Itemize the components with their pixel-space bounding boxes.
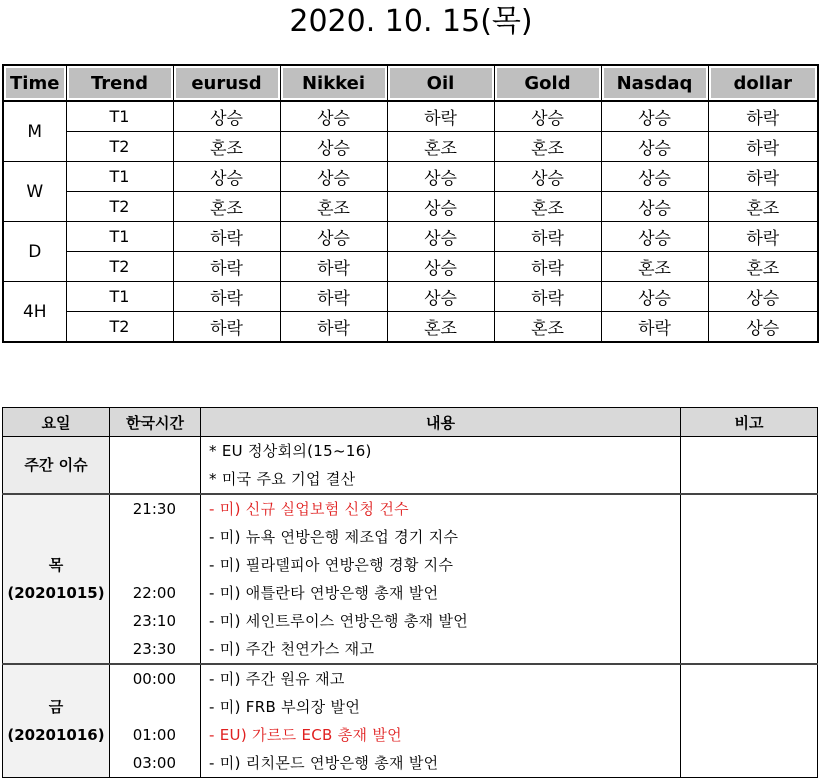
day-cell: [3, 664, 110, 778]
event-item: * 미국 주요 기업 결산: [209, 470, 356, 488]
event-item: - 미) 뉴욕 연방은행 제조업 경기 지수: [209, 528, 459, 546]
value-cell: 상승: [601, 132, 708, 162]
trend-cell: T2: [66, 192, 173, 222]
value-cell: 하락: [708, 132, 818, 162]
table-row: [3, 132, 818, 162]
value-cell: 혼조: [280, 192, 387, 222]
header-dollar: dollar: [708, 65, 818, 101]
header-trend: Trend: [66, 65, 173, 101]
time-value: [110, 465, 200, 493]
header-content: 내용: [201, 408, 681, 437]
timeframe-cell: 4H: [3, 282, 66, 343]
value-cell: 혼조: [387, 132, 494, 162]
header-oil: Oil: [387, 65, 494, 101]
content-cell: [201, 664, 681, 778]
day-cell: [3, 437, 110, 495]
value-cell: 상승: [601, 282, 708, 312]
table-row: [3, 222, 818, 252]
time-cell: [110, 494, 201, 664]
schedule-header-row: [3, 408, 818, 437]
day-cell: [3, 494, 110, 664]
value-cell: 상승: [601, 162, 708, 192]
time-value: 22:00: [132, 584, 176, 602]
value-cell: 하락: [173, 222, 280, 252]
event-item-highlighted: - EU) 가르드 ECB 총재 발언: [209, 726, 402, 744]
value-cell: 하락: [708, 222, 818, 252]
value-cell: 혼조: [708, 252, 818, 282]
value-cell: 상승: [494, 101, 601, 132]
trend-cell: T2: [66, 132, 173, 162]
table-row: [3, 101, 818, 132]
event-item: - 미) 세인트루이스 연방은행 총재 발언: [209, 612, 469, 630]
value-cell: 상승: [601, 222, 708, 252]
value-cell: 혼조: [494, 192, 601, 222]
value-cell: 혼조: [494, 132, 601, 162]
value-cell: 하락: [280, 282, 387, 312]
value-cell: 상승: [387, 192, 494, 222]
value-cell: 혼조: [173, 192, 280, 222]
day-label: 목: [48, 556, 64, 574]
table-row: [3, 252, 818, 282]
trend-cell: T1: [66, 101, 173, 132]
value-cell: 상승: [280, 132, 387, 162]
timeframe-cell: W: [3, 162, 66, 222]
value-cell: 상승: [280, 101, 387, 132]
day-date: (20201016): [7, 726, 105, 744]
table-row: [3, 312, 818, 343]
header-gold: Gold: [494, 65, 601, 101]
value-cell: 상승: [708, 312, 818, 343]
trend-cell: T1: [66, 222, 173, 252]
note-cell: [681, 664, 818, 778]
day-label: 주간 이슈: [24, 456, 88, 474]
time-value: 23:10: [132, 612, 176, 630]
value-cell: 하락: [494, 222, 601, 252]
value-cell: 상승: [173, 101, 280, 132]
header-nikkei: Nikkei: [280, 65, 387, 101]
header-korea-time: 한국시간: [110, 408, 201, 437]
time-value: 21:30: [132, 500, 176, 518]
trend-header-row: [3, 65, 818, 101]
header-time: Time: [3, 65, 66, 101]
time-value: [110, 551, 200, 579]
event-item: - 미) 필라델피아 연방은행 경황 지수: [209, 556, 454, 574]
value-cell: 상승: [280, 222, 387, 252]
content-cell: [201, 437, 681, 495]
value-cell: 하락: [173, 282, 280, 312]
time-value: 23:30: [132, 640, 176, 658]
content-cell: [201, 494, 681, 664]
event-item: - 미) 리치몬드 연방은행 총재 발언: [209, 754, 439, 772]
value-cell: 하락: [601, 312, 708, 343]
time-value: 03:00: [132, 754, 176, 772]
table-row: [3, 192, 818, 222]
trend-table: [2, 64, 819, 343]
day-date: (20201015): [7, 584, 105, 602]
page-title: 2020. 10. 15(목): [289, 4, 533, 39]
value-cell: 상승: [387, 222, 494, 252]
value-cell: 하락: [494, 252, 601, 282]
note-cell: [681, 494, 818, 664]
time-value: 01:00: [132, 726, 176, 744]
event-item: - 미) FRB 부의장 발언: [209, 698, 361, 716]
table-row: [3, 162, 818, 192]
value-cell: 상승: [387, 282, 494, 312]
time-value: [110, 437, 200, 465]
value-cell: 상승: [387, 162, 494, 192]
value-cell: 하락: [708, 101, 818, 132]
time-value: [110, 693, 200, 721]
time-value: 00:00: [132, 670, 176, 688]
time-cell: [110, 664, 201, 778]
header-nasdaq: Nasdaq: [601, 65, 708, 101]
value-cell: 혼조: [173, 132, 280, 162]
value-cell: 상승: [494, 162, 601, 192]
timeframe-cell: M: [3, 101, 66, 162]
schedule-section: [3, 437, 818, 495]
value-cell: 하락: [280, 312, 387, 343]
day-label: 금: [48, 698, 64, 716]
value-cell: 상승: [387, 252, 494, 282]
value-cell: 하락: [494, 282, 601, 312]
value-cell: 상승: [708, 282, 818, 312]
value-cell: 상승: [601, 192, 708, 222]
value-cell: 혼조: [708, 192, 818, 222]
trend-cell: T1: [66, 282, 173, 312]
time-cell: [110, 437, 201, 495]
value-cell: 혼조: [601, 252, 708, 282]
trend-cell: T1: [66, 162, 173, 192]
table-row: [3, 282, 818, 312]
value-cell: 하락: [387, 101, 494, 132]
event-item: - 미) 애틀란타 연방은행 총재 발언: [209, 584, 439, 602]
timeframe-cell: D: [3, 222, 66, 282]
schedule-section: [3, 494, 818, 664]
value-cell: 하락: [708, 162, 818, 192]
value-cell: 상승: [173, 162, 280, 192]
event-item: * EU 정상회의(15~16): [209, 442, 372, 460]
time-value: [110, 523, 200, 551]
event-item-highlighted: - 미) 신규 실업보험 신청 건수: [209, 500, 409, 518]
value-cell: 하락: [173, 252, 280, 282]
trend-cell: T2: [66, 252, 173, 282]
value-cell: 혼조: [494, 312, 601, 343]
event-item: - 미) 주간 원유 재고: [209, 670, 345, 688]
trend-cell: T2: [66, 312, 173, 343]
schedule-section: [3, 664, 818, 778]
schedule-table: [2, 407, 818, 778]
value-cell: 하락: [280, 252, 387, 282]
value-cell: 하락: [173, 312, 280, 343]
header-day: 요일: [3, 408, 110, 437]
header-note: 비고: [681, 408, 818, 437]
header-eurusd: eurusd: [173, 65, 280, 101]
value-cell: 혼조: [387, 312, 494, 343]
event-item: - 미) 주간 천연가스 재고: [209, 640, 375, 658]
value-cell: 상승: [280, 162, 387, 192]
value-cell: 상승: [601, 101, 708, 132]
note-cell: [681, 437, 818, 495]
